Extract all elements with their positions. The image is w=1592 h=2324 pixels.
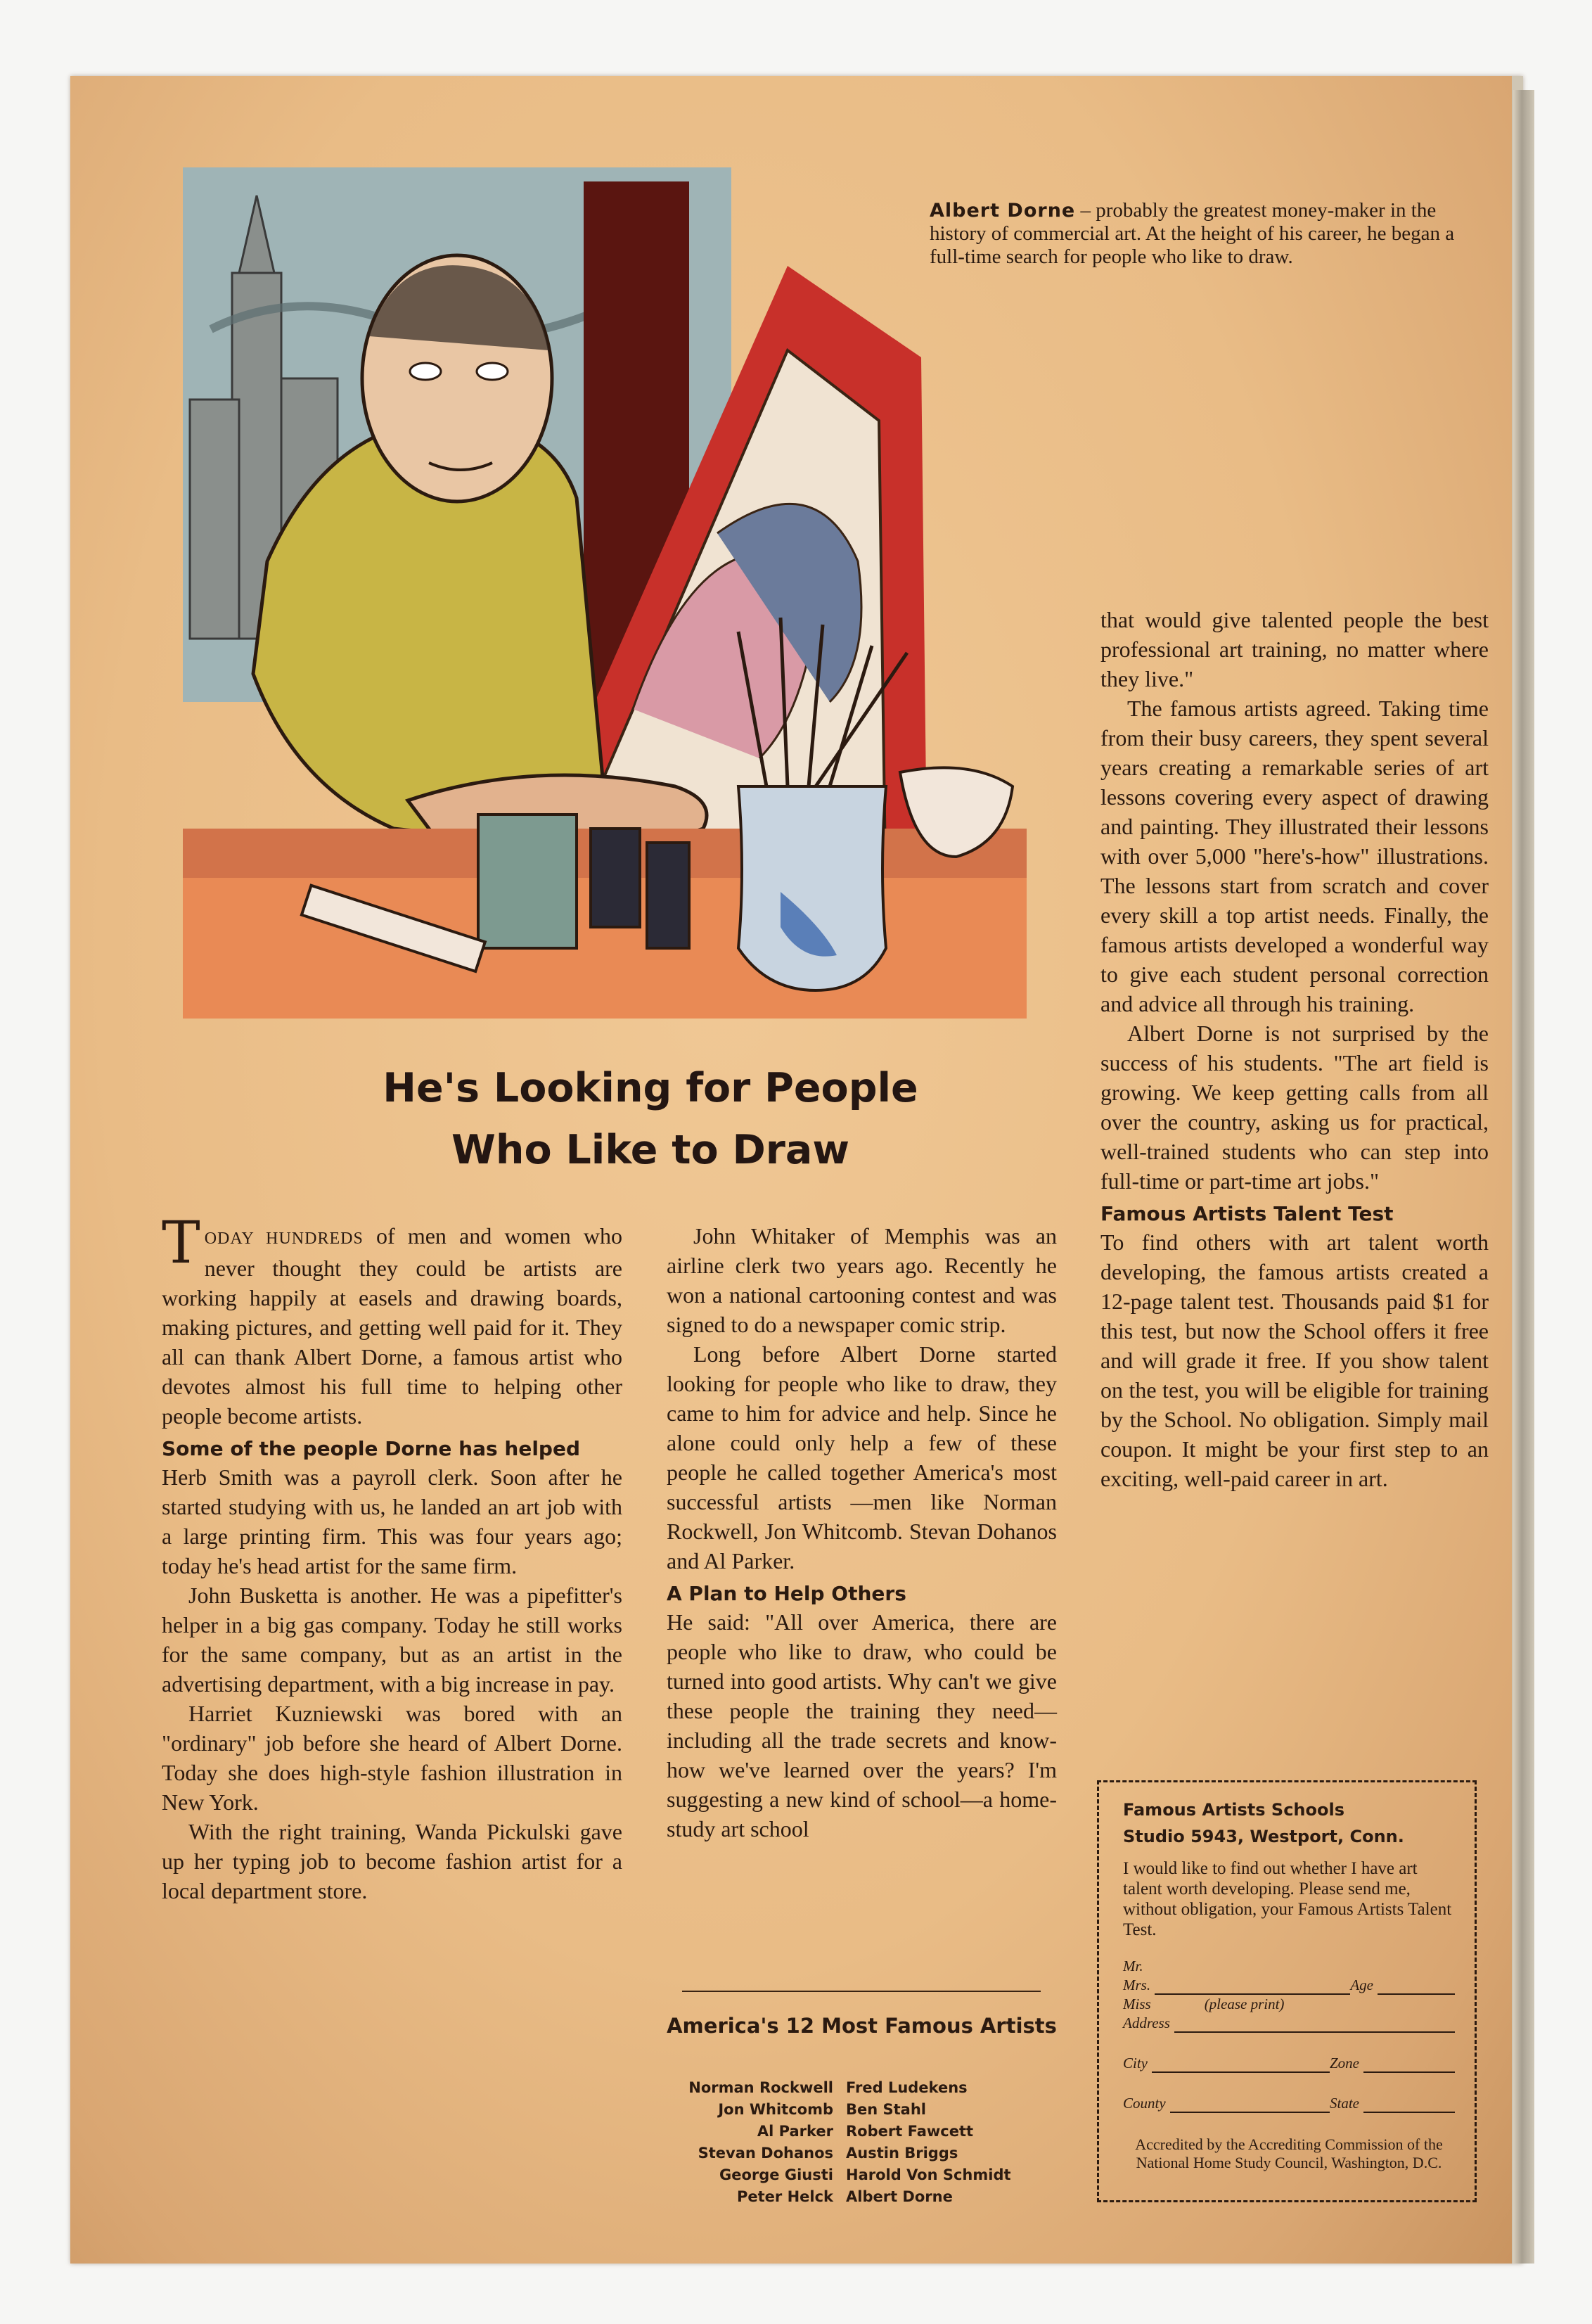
headline-line-1: He's Looking for People — [383, 1065, 918, 1111]
paragraph: John Busketta is another. He was a pipefitter's helper in a big gas company. Today he still works for the same company, but as an artist in the advertising department, with a big increase in pay. — [162, 1583, 622, 1697]
headline-line-2: Who Like to Draw — [451, 1127, 849, 1173]
artist-name: Fred Ludekens — [846, 2079, 968, 2096]
zone-field[interactable] — [1363, 2057, 1455, 2073]
mail-coupon[interactable] — [1097, 1780, 1477, 2202]
state-field[interactable] — [1363, 2098, 1455, 2113]
paragraph: Albert Dorne is not surprised by the success of his students. "The art field is growing. We keep getting calls from all over the country, asking us for practical, well-trained students who can step into full-time or part-time art jobs." — [1100, 1021, 1489, 1194]
artist-name: Stevan Dohanos — [698, 2145, 833, 2162]
artist-name: Robert Fawcett — [846, 2123, 974, 2140]
column-one — [162, 1210, 623, 1905]
subhead-people-helped: Some of the people Dorne has helped — [162, 1437, 580, 1460]
lead-text: of men and women who never thought they could be artists are working happily at easels and drawing boards, making pictures, and getting well paid for it. They all can thank Albert Dorne, a famous artist who devotes almost his full time to helping other people become artists. — [162, 1223, 623, 1429]
address-field[interactable] — [1174, 2017, 1455, 2033]
paragraph: With the right training, Wanda Pickulski gave up her typing job to become fashion artist for a local department store. — [162, 1819, 622, 1903]
please-print-label: (please print) — [1204, 1996, 1285, 2012]
famous-artists-title: America's 12 Most Famous Artists — [667, 2014, 1057, 2038]
mr-label: Mr. — [1123, 1958, 1143, 1974]
address-label: Address — [1123, 2015, 1170, 2031]
lead-smallcaps: ODAY HUNDREDS — [204, 1230, 364, 1248]
zone-label: Zone — [1330, 2055, 1359, 2071]
paragraph: The famous artists agreed. Taking time from their busy careers, they spent several years creating a remarkable series of art lessons covering every aspect of drawing and painting. They illustrated their lessons with over 5,000 "here's-how" illustrations. The lessons start from scratch and cover every skill a top artist needs. Finally, the famous artists developed a wonderful way to give each student personal correction and advice all through his training. — [1100, 696, 1489, 1016]
county-field[interactable] — [1170, 2098, 1330, 2113]
lead-paragraph — [162, 1210, 623, 1431]
artist-name: Albert Dorne — [846, 2188, 953, 2205]
albert-dorne-illustration — [183, 167, 1027, 1019]
artist-name: Austin Briggs — [846, 2145, 958, 2162]
coupon-fields — [1123, 1957, 1455, 2113]
age-field[interactable] — [1378, 1979, 1455, 1995]
column-three — [1100, 605, 1489, 1493]
artist-name: George Giusti — [719, 2166, 833, 2183]
name-field[interactable] — [1155, 1979, 1350, 1995]
accreditation: Accredited by the Accrediting Commission of the National Home Study Council, Washington, D.C. — [1135, 2135, 1443, 2171]
paragraph: He said: "All over America, there are people who like to draw, who could be turned into good artists. Why can't we give these people the training they need—including all the trade secrets and know-how we've learned over the years? I'm suggesting a new kind of school—a home-study art school — [667, 1609, 1057, 1841]
famous-artists-list — [654, 2077, 1076, 2208]
artist-name: Ben Stahl — [846, 2101, 926, 2118]
coupon-school: Famous Artists Schools — [1123, 1800, 1344, 1820]
state-label: State — [1330, 2095, 1359, 2112]
artist-name: Al Parker — [757, 2123, 833, 2140]
divider — [682, 1991, 1041, 1992]
column-two — [667, 1221, 1057, 1844]
coupon-body: I would like to find out whether I have art talent worth developing. Please send me, without obligation, your Famous Artists Talent Test. — [1123, 1859, 1452, 1939]
subhead-plan: A Plan to Help Others — [667, 1582, 906, 1605]
caption — [930, 199, 1464, 269]
city-label: City — [1123, 2055, 1148, 2071]
city-field[interactable] — [1152, 2057, 1330, 2073]
headline — [183, 1057, 1118, 1181]
paragraph: John Whitaker of Memphis was an airline clerk two years ago. Recently he won a national cartooning contest and was signed to do a newspaper comic strip. — [667, 1223, 1057, 1337]
coupon-studio: Studio 5943, Westport, Conn. — [1123, 1827, 1404, 1846]
county-label: County — [1123, 2095, 1166, 2112]
paragraph: To find others with art talent worth developing, the famous artists created a 12-page talent test. Thousands paid $1 for this test, but now the School offers it free and will grade it free. If you show talent on the test, you will be eligible for training by the School. No obligation. Simply mail coupon. It might be your first step to an exciting, well-paid career in art. — [1100, 1230, 1489, 1491]
paragraph: Herb Smith was a payroll clerk. Soon after he started studying with us, he landed an art job with a large printing firm. This was four years ago; today he's head artist for the same firm. — [162, 1464, 622, 1578]
artist-name: Jon Whitcomb — [718, 2101, 833, 2118]
caption-text: – probably the greatest money-maker in the history of commercial art. At the height of his career, he began a full-time search for people who like to draw. — [930, 199, 1455, 268]
magazine-page — [70, 76, 1523, 2264]
artist-name: Peter Helck — [736, 2188, 833, 2205]
artist-name: Norman Rockwell — [688, 2079, 833, 2096]
paragraph: that would give talented people the best professional art training, no matter where they live." — [1100, 607, 1489, 691]
paragraph: Harriet Kuzniewski was bored with an "ordinary" job before she heard of Albert Dorne. Today she does high-style fashion illustration in New York. — [162, 1701, 622, 1815]
age-label: Age — [1350, 1977, 1373, 1993]
paragraph: Long before Albert Dorne started looking for people who like to draw, they came to him for advice and help. Since he alone could only help a few of these people he called together America's most successful artists —men like Norman Rockwell, Jon Whitcomb. Stevan Dohanos and Al Parker. — [667, 1341, 1057, 1573]
caption-name: Albert Dorne — [930, 200, 1076, 222]
artist-name: Harold Von Schmidt — [846, 2166, 1011, 2183]
miss-label: Miss — [1123, 1996, 1151, 2012]
subhead-talent-test: Famous Artists Talent Test — [1100, 1202, 1394, 1225]
drop-cap: T — [162, 1210, 200, 1277]
mrs-label: Mrs. — [1123, 1977, 1151, 1993]
